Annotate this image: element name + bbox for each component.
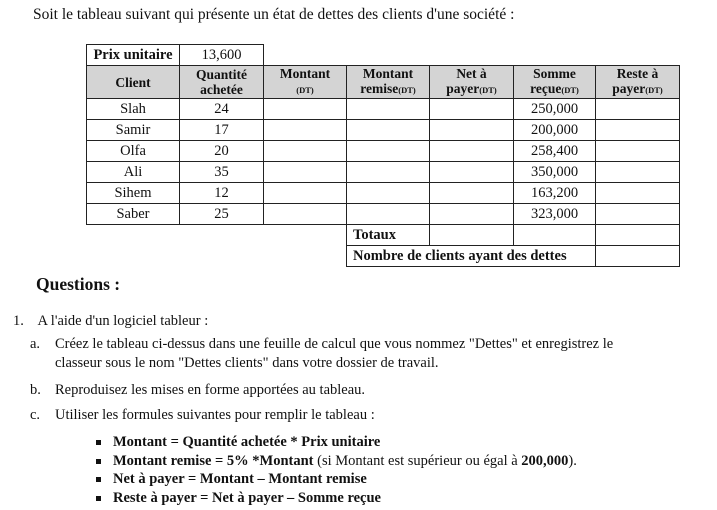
net-cell: [430, 99, 514, 120]
qty-cell: 17: [180, 120, 264, 141]
table-row: [87, 120, 680, 141]
sub-item-text: Reproduisez les mises en forme apportées au tableau.: [55, 382, 366, 398]
qty-cell: 12: [180, 183, 264, 204]
header-montant-remise: Montant remise(DT): [347, 66, 430, 99]
recue-cell: 323,000: [514, 204, 596, 225]
header-net-a-payer: Net à payer(DT): [430, 66, 514, 99]
sub-item-label: b.: [30, 382, 41, 398]
recue-cell: 250,000: [514, 99, 596, 120]
montant-cell: [264, 183, 347, 204]
sub-item-c: [30, 406, 715, 426]
sub-item-label: c.: [30, 407, 41, 423]
question-number: 1.: [13, 313, 24, 329]
table-row: [87, 204, 680, 225]
count-row: [87, 246, 680, 267]
reste-cell: [596, 99, 680, 120]
price-value: 13,600: [180, 45, 264, 66]
header-client: Client: [87, 66, 180, 99]
net-cell: [430, 120, 514, 141]
reste-cell: [596, 162, 680, 183]
remise-cell: [347, 141, 430, 162]
client-cell: Samir: [87, 120, 180, 141]
client-cell: Ali: [87, 162, 180, 183]
total-net-cell: [430, 225, 514, 246]
questions-title: Questions :: [36, 274, 121, 294]
recue-cell: 200,000: [514, 120, 596, 141]
qty-cell: 24: [180, 99, 264, 120]
reste-cell: [596, 183, 680, 204]
net-cell: [430, 204, 514, 225]
header-reste-a-payer: Reste à payer(DT): [596, 66, 680, 99]
sub-item-text: Utiliser les formules suivantes pour remplir le tableau :: [55, 407, 375, 423]
formula-item: Montant = Quantité achetée * Prix unitaire: [94, 433, 577, 452]
formula-item: Montant remise = 5% *Montant (si Montant est supérieur ou égal à 200,000).: [94, 452, 577, 471]
client-cell: Slah: [87, 99, 180, 120]
sub-item-a: [30, 335, 715, 375]
reste-cell: [596, 141, 680, 162]
client-cell: Olfa: [87, 141, 180, 162]
montant-cell: [264, 120, 347, 141]
table-row: [87, 162, 680, 183]
sub-item-label: a.: [30, 336, 41, 352]
total-reste-cell: [596, 225, 680, 246]
nb-clients-value: [596, 246, 680, 267]
formula-item: Reste à payer = Net à payer – Somme reçue: [94, 489, 577, 508]
montant-cell: [264, 141, 347, 162]
remise-cell: [347, 120, 430, 141]
client-cell: Sihem: [87, 183, 180, 204]
question-text: A l'aide d'un logiciel tableur :: [37, 313, 209, 329]
remise-cell: [347, 204, 430, 225]
intro-text: Soit le tableau suivant qui présente un état de dettes des clients d'une société :: [33, 6, 515, 23]
table-row: [87, 99, 680, 120]
client-cell: Saber: [87, 204, 180, 225]
header-row: [87, 66, 680, 99]
remise-cell: [347, 162, 430, 183]
formula-item: Net à payer = Montant – Montant remise: [94, 470, 577, 489]
nb-clients-label: Nombre de clients ayant des dettes: [347, 246, 596, 267]
blank-area: [87, 246, 347, 267]
sub-item-b: [30, 381, 715, 401]
reste-cell: [596, 204, 680, 225]
total-recue-cell: [514, 225, 596, 246]
question-1: [13, 313, 208, 330]
recue-cell: 258,400: [514, 141, 596, 162]
sub-item-text: Créez le tableau ci-dessus dans une feuille de calcul que vous nommez "Dettes" et enregistrez le: [55, 336, 614, 352]
montant-cell: [264, 99, 347, 120]
sub-item-text: classeur sous le nom "Dettes clients" dans votre dossier de travail.: [55, 355, 439, 371]
qty-cell: 20: [180, 141, 264, 162]
montant-cell: [264, 162, 347, 183]
price-row: [87, 45, 680, 66]
remise-cell: [347, 183, 430, 204]
blank-area: [264, 45, 680, 66]
remise-cell: [347, 99, 430, 120]
header-montant: Montant (DT): [264, 66, 347, 99]
header-quantite: Quantité achetée: [180, 66, 264, 99]
debts-table: [86, 44, 680, 267]
price-label: Prix unitaire: [87, 45, 180, 66]
blank-area: [87, 225, 347, 246]
net-cell: [430, 141, 514, 162]
net-cell: [430, 183, 514, 204]
table-row: [87, 183, 680, 204]
totaux-label: Totaux: [347, 225, 430, 246]
net-cell: [430, 162, 514, 183]
recue-cell: 163,200: [514, 183, 596, 204]
totals-row: [87, 225, 680, 246]
montant-cell: [264, 204, 347, 225]
qty-cell: 25: [180, 204, 264, 225]
qty-cell: 35: [180, 162, 264, 183]
reste-cell: [596, 120, 680, 141]
recue-cell: 350,000: [514, 162, 596, 183]
table-row: [87, 141, 680, 162]
formula-list: [94, 433, 577, 507]
header-somme-recue: Somme reçue(DT): [514, 66, 596, 99]
